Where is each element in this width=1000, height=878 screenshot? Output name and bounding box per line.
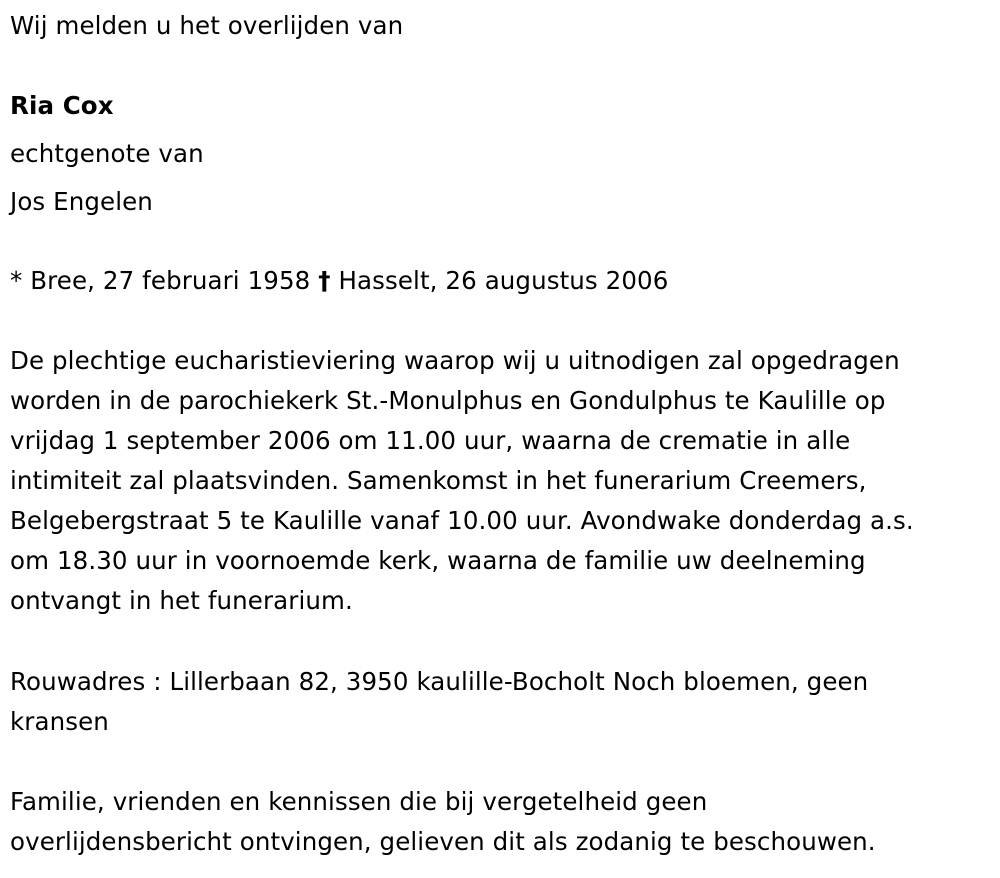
intro-line: Wij melden u het overlijden van (10, 11, 404, 40)
address-line: Rouwadres : Lillerbaan 82, 3950 kaulille-Bocholt Noch bloemen, geen (10, 667, 869, 696)
mourning-address-paragraph (10, 662, 990, 742)
family-paragraph (10, 782, 990, 862)
death-info: Hasselt, 26 augustus 2006 (338, 266, 669, 295)
service-line: ontvangt in het funerarium. (10, 586, 353, 615)
service-paragraph (10, 341, 990, 621)
service-line: vrijdag 1 september 2006 om 11.00 uur, waarna de crematie in alle (10, 426, 851, 455)
spouse-name: Jos Engelen (10, 187, 153, 216)
service-line: Belgebergstraat 5 te Kaulille vanaf 10.00 uur. Avondwake donderdag a.s. (10, 506, 914, 535)
birth-info: * Bree, 27 februari 1958 (10, 266, 311, 295)
service-line: om 18.30 uur in voornoemde kerk, waarna de familie uw deelneming (10, 546, 866, 575)
family-line: overlijdensbericht ontvingen, gelieven dit als zodanig te beschouwen. (10, 827, 876, 856)
service-line: worden in de parochiekerk St.-Monulphus en Gondulphus te Kaulille op (10, 386, 886, 415)
service-line: intimiteit zal plaatsvinden. Samenkomst in het funerarium Creemers, (10, 466, 867, 495)
service-line: De plechtige eucharistieviering waarop wij u uitnodigen zal opgedragen (10, 346, 900, 375)
address-line: kransen (10, 707, 109, 736)
relation-label: echtgenote van (10, 139, 204, 168)
deceased-name: Ria Cox (10, 91, 114, 120)
life-dates (10, 261, 668, 301)
family-line: Familie, vrienden en kennissen die bij vergetelheid geen (10, 787, 708, 816)
cross-icon: † (318, 266, 331, 295)
